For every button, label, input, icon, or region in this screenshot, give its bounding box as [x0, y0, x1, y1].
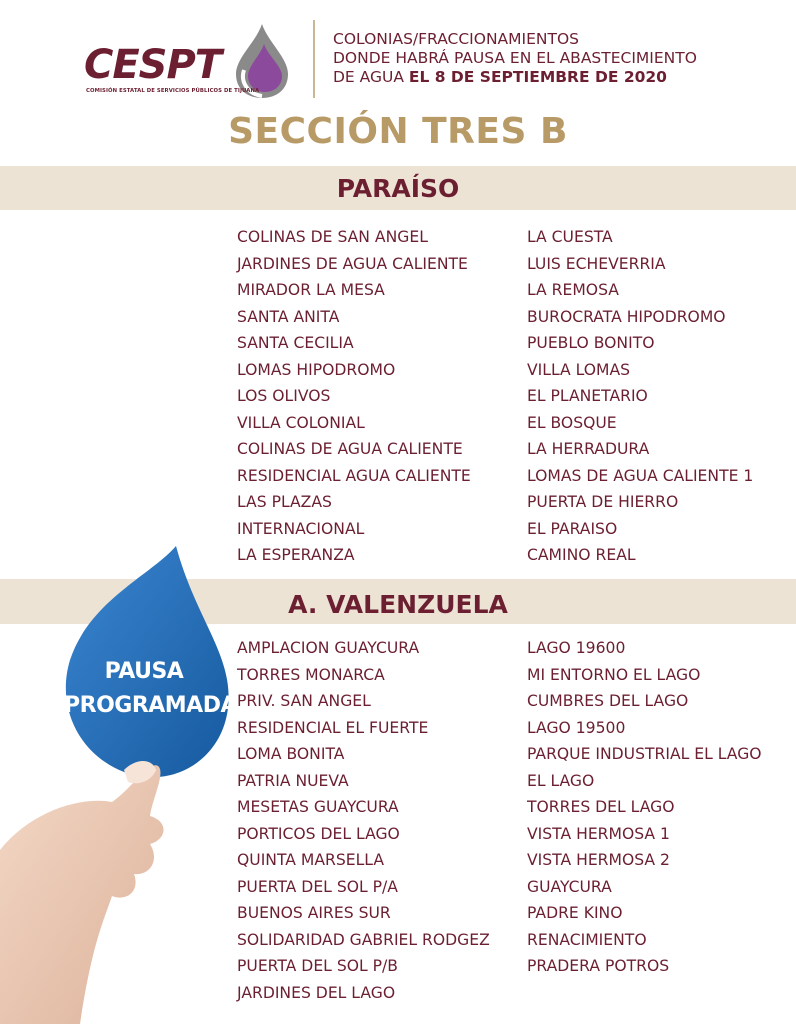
- section-header-paraiso: PARAÍSO: [0, 166, 796, 210]
- list-item: BUENOS AIRES SUR: [237, 904, 391, 922]
- logo-wordmark: CESPT: [84, 42, 222, 88]
- list-item: PUEBLO BONITO: [527, 334, 655, 352]
- valenzuela-list-left: [237, 635, 490, 1006]
- list-item: LOS OLIVOS: [237, 387, 331, 405]
- list-item: PRADERA POTROS: [527, 957, 670, 975]
- list-item: LOMAS HIPODROMO: [237, 360, 396, 379]
- list-item: COLINAS DE SAN ANGEL: [237, 228, 428, 246]
- list-item: RESIDENCIAL EL FUERTE: [237, 718, 429, 737]
- list-item: JARDINES DEL LAGO: [237, 983, 396, 1002]
- list-item: EL PLANETARIO: [527, 387, 648, 405]
- list-item: JARDINES DE AGUA CALIENTE: [237, 254, 468, 273]
- list-item: PRIV. SAN ANGEL: [237, 692, 371, 710]
- hand-holding-drop-illustration: [0, 540, 240, 1024]
- list-item: LA REMOSA: [527, 281, 619, 299]
- list-item: LAGO 19600: [527, 639, 626, 657]
- list-item: CUMBRES DEL LAGO: [527, 692, 689, 710]
- list-item: RESIDENCIAL AGUA CALIENTE: [237, 466, 471, 485]
- list-item: LA ESPERANZA: [237, 546, 355, 564]
- list-item: SANTA ANITA: [237, 307, 340, 326]
- headline-line-3: [333, 68, 697, 87]
- list-item: LAS PLAZAS: [237, 493, 332, 511]
- list-item: COLINAS DE AGUA CALIENTE: [237, 440, 463, 458]
- list-item: LOMAS DE AGUA CALIENTE 1: [527, 466, 754, 485]
- cespt-logo: [84, 18, 304, 100]
- list-item: PUERTA DEL SOL P/A: [237, 877, 398, 896]
- list-item: EL PARAISO: [527, 519, 618, 538]
- list-item: SANTA CECILIA: [237, 334, 354, 352]
- paraiso-list-left: [237, 224, 471, 569]
- hand-icon: [0, 765, 164, 1024]
- list-item: MIRADOR LA MESA: [237, 281, 385, 299]
- list-item: QUINTA MARSELLA: [237, 851, 384, 869]
- list-item: EL LAGO: [527, 771, 595, 790]
- list-item: BUROCRATA HIPODROMO: [527, 307, 726, 326]
- headline-line-2: DONDE HABRÁ PAUSA EN EL ABASTECIMIENTO: [333, 49, 697, 67]
- logo-subtitle: COMISIÓN ESTATAL DE SERVICIOS PÚBLICOS DE TIJUANA: [86, 88, 260, 94]
- paraiso-list-right: [527, 224, 753, 569]
- list-item: PARQUE INDUSTRIAL EL LAGO: [527, 745, 762, 763]
- section-title: SECCIÓN TRES B: [228, 111, 568, 152]
- list-item: VILLA LOMAS: [527, 360, 631, 379]
- list-item: PORTICOS DEL LAGO: [237, 824, 400, 843]
- list-item: MI ENTORNO EL LAGO: [527, 665, 701, 684]
- list-item: LA HERRADURA: [527, 440, 650, 458]
- list-item: LA CUESTA: [527, 228, 613, 246]
- list-item: TORRES DEL LAGO: [527, 798, 675, 816]
- headline-line-1: COLONIAS/FRACCIONAMIENTOS: [333, 30, 579, 48]
- list-item: INTERNACIONAL: [237, 519, 365, 538]
- list-item: PATRIA NUEVA: [237, 771, 349, 790]
- list-item: LUIS ECHEVERRIA: [527, 254, 666, 273]
- list-item: GUAYCURA: [527, 877, 612, 896]
- list-item: LOMA BONITA: [237, 745, 345, 763]
- list-item: CAMINO REAL: [527, 546, 636, 564]
- section-header-valenzuela: A. VALENZUELA: [0, 579, 796, 624]
- list-item: PUERTA DE HIERRO: [527, 493, 679, 511]
- headline: [333, 30, 697, 87]
- list-item: LAGO 19500: [527, 718, 626, 737]
- headline-line-3-regular: DE AGUA: [333, 68, 404, 86]
- list-item: VISTA HERMOSA 1: [527, 824, 670, 843]
- list-item: MESETAS GUAYCURA: [237, 798, 399, 816]
- headline-date: EL 8 DE SEPTIEMBRE DE 2020: [408, 68, 667, 86]
- list-item: VISTA HERMOSA 2: [527, 851, 670, 869]
- list-item: VILLA COLONIAL: [237, 413, 365, 432]
- list-item: TORRES MONARCA: [237, 665, 385, 684]
- drop-label: [64, 655, 237, 723]
- header-divider: [313, 20, 315, 98]
- list-item: PADRE KINO: [527, 904, 623, 922]
- list-item: PUERTA DEL SOL P/B: [237, 957, 398, 975]
- list-item: AMPLACION GUAYCURA: [237, 639, 420, 657]
- list-item: EL BOSQUE: [527, 413, 617, 432]
- list-item: RENACIMIENTO: [527, 930, 647, 949]
- valenzuela-list-right: [527, 635, 762, 980]
- drop-label-line-2: PROGRAMADA: [64, 693, 237, 718]
- list-item: SOLIDARIDAD GABRIEL RODGEZ: [237, 930, 490, 949]
- drop-label-line-1: PAUSA: [104, 659, 184, 684]
